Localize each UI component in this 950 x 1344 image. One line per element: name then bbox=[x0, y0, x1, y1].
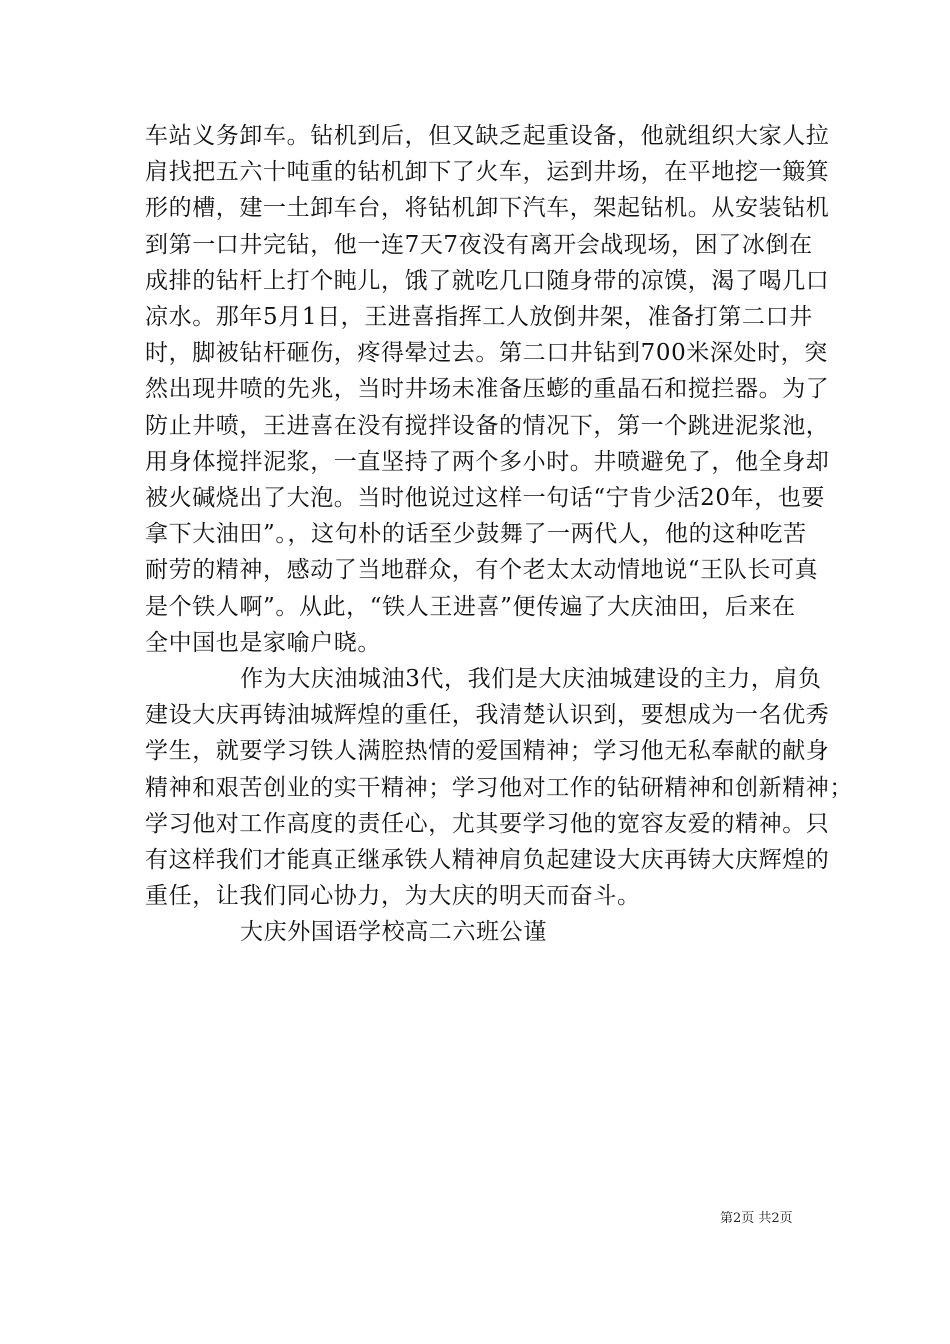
page-number-footer: 第2页 共2页 bbox=[720, 1211, 793, 1226]
paragraph-1-line: 全中国也是家喻户晓。 bbox=[145, 629, 381, 656]
paragraph-1-line: 车站义务卸车。钻机到后，但又缺乏起重设备，他就组织大家人拉 bbox=[145, 123, 830, 149]
paragraph-1-line: 然出现井喷的先兆，当时井场未准备压蟛的重晶石和搅拦器。为了 bbox=[145, 376, 830, 403]
paragraph-1-line: 凉水。那年5月1日，王进喜指挥工人放倒井架，准备打第二口井 bbox=[145, 304, 813, 330]
paragraph-2-line: 有这样我们才能真正继承铁人精神肩负起建设大庆再铸大庆辉煌的 bbox=[145, 847, 830, 873]
paragraph-2-line: 建设大庆再铸油城辉煌的重任，我清楚认识到，要想成为一名优秀 bbox=[145, 702, 830, 729]
paragraph-1-line: 是个铁人啊”。从此，“铁人王进喜”便传遍了大庆油田，后来在 bbox=[145, 593, 796, 620]
paragraph-2-line: 精神和艰苦创业的实干精神；学习他对工作的钻研精神和创新精神； bbox=[145, 774, 853, 801]
paragraph-2-line: 重任，让我们同心协力，为大庆的明天而奋斗。 bbox=[145, 883, 641, 910]
paragraph-1-line: 肩找把五六十吨重的钻机卸下了火车，运到井场，在平地挖一簸箕 bbox=[145, 159, 830, 186]
paragraph-1-line: 防止井喷，王进喜在没有搅拌设备的情况下，第一个跳进泥浆池， bbox=[145, 412, 830, 439]
paragraph-1-line: 用身体搅拌泥浆，一直坚持了两个多小时。井喷避免了，他全身却 bbox=[145, 448, 830, 475]
paragraph-1-line: 形的槽，建一土卸车台，将钻机卸下汽车，架起钻机。从安装钻机 bbox=[145, 195, 830, 222]
paragraph-1-line: 被火碱烧出了大泡。当时他说过这样一句话“宁肯少活20年，也要 bbox=[145, 485, 826, 511]
paragraph-1-line: 时，脚被钻杆砸伤，疼得晕过去。第二口井钻到700米深处时，突 bbox=[145, 340, 828, 367]
paragraph-1-line: 耐劳的精神，感动了当地群众，有个老太太动情地说“王队长可真 bbox=[145, 557, 819, 584]
paragraph-2-line: 作为大庆油城油3代，我们是大庆油城建设的主力，肩负 bbox=[240, 666, 822, 692]
paragraph-1-line: 到第一口井完钻，他一连7天7夜没有离开会战现场，困了冰倒在 bbox=[145, 231, 813, 258]
paragraph-2-line: 学生，就要学习铁人满腔热情的爱国精神；学习他无私奉献的献身 bbox=[145, 738, 830, 765]
paragraph-2-line: 学习他对工作高度的责任心，尤其要学习他的宽容友爱的精神。只 bbox=[145, 810, 830, 837]
paragraph-1-line: 拿下大油田”。，这句朴的话至少鼓舞了一两代人，他的这种吃苦 bbox=[145, 521, 807, 548]
signature-line: 大庆外国语学校高二六班公谨 bbox=[240, 919, 547, 946]
paragraph-1-line: 成排的钻杆上打个盹儿，饿了就吃几口随身带的凉馍，渴了喝几口 bbox=[145, 267, 830, 294]
